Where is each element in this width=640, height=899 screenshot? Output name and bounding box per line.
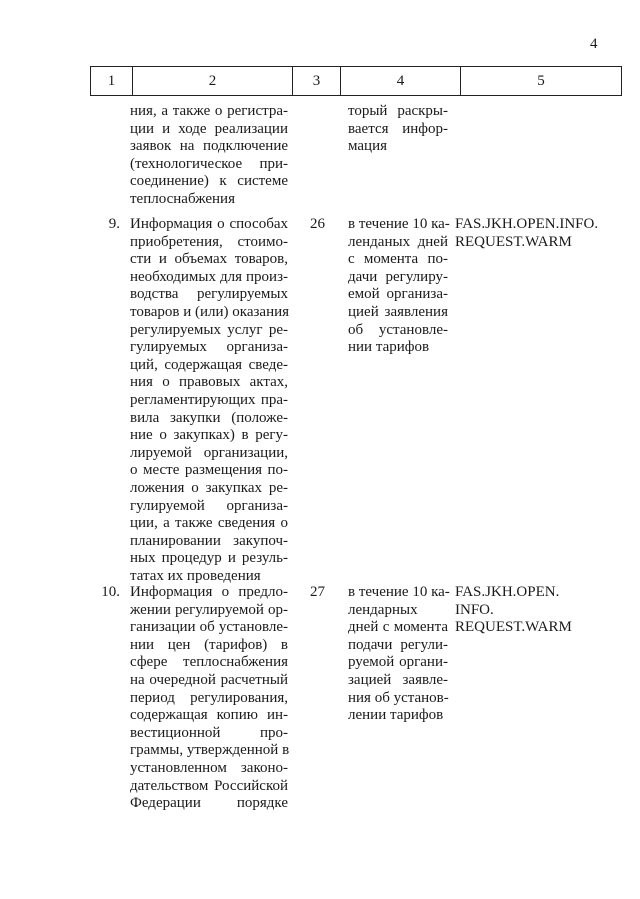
text-line: установленном законо- xyxy=(130,759,288,776)
text-line: сти и объемах товаров, xyxy=(130,251,288,268)
text-line: ния, а также о регистра- xyxy=(130,103,288,119)
text-line: руемой органи- xyxy=(348,654,448,671)
text-line: ций, содержащая сведе- xyxy=(130,356,288,373)
text-line: водства регулируемых xyxy=(130,286,288,303)
text-line: теплоснабжения xyxy=(130,190,235,207)
text-line: Информация о предло- xyxy=(130,584,288,600)
text-line: ных процедур и резуль- xyxy=(130,550,288,567)
text-line: лендарных xyxy=(348,601,418,618)
text-line: зацией заявле- xyxy=(348,671,448,688)
text-line: лируемой организации, xyxy=(130,444,288,461)
text-line: ложения о закупках ре- xyxy=(130,479,288,496)
text-line: FAS.JKH.OPEN. xyxy=(455,584,560,600)
text-line: емой организа- xyxy=(348,286,448,303)
text-line: торый раскры- xyxy=(348,103,448,119)
text-line: планировании закупоч- xyxy=(130,532,288,549)
text-line: регламентирующих пра- xyxy=(130,391,288,408)
text-line: жении регулируемой ор- xyxy=(130,601,288,618)
text-line: Информация о способах xyxy=(130,216,288,232)
header-col-2: 2 xyxy=(133,67,293,95)
text-line: цией заявления xyxy=(348,303,448,320)
text-line: регулируемых услуг ре- xyxy=(130,321,288,338)
text-line: (технологическое при- xyxy=(130,155,288,172)
text-line: лении тарифов xyxy=(348,707,444,724)
text-line: об установле- xyxy=(348,321,448,338)
text-line: ния о правовых актах, xyxy=(130,374,288,391)
text-line: товаров и (или) оказания xyxy=(130,303,290,320)
text-line: дачи регулиру- xyxy=(348,268,448,285)
text-line: соединение) к системе xyxy=(130,173,288,190)
text-line: дней с момента xyxy=(348,619,448,636)
text-line: с момента по- xyxy=(348,251,448,268)
text-line: ние о закупках) в регу- xyxy=(130,427,288,444)
text-line: содержащая копию ин- xyxy=(130,707,288,724)
text-line: заявок на подключение xyxy=(130,138,288,155)
row-9-description xyxy=(130,216,288,585)
row-9-number: 9. xyxy=(108,216,120,232)
row-9-form: 26 xyxy=(310,216,325,232)
row-10-code xyxy=(455,584,572,637)
text-line: ленданых дней xyxy=(348,233,448,250)
text-line: FAS.JKH.OPEN.INFO. xyxy=(455,216,599,232)
header-col-5: 5 xyxy=(537,72,545,89)
text-line: гулируемой организа- xyxy=(130,497,288,514)
continued-description xyxy=(130,103,288,209)
continued-deadline xyxy=(348,103,448,156)
row-10-form: 27 xyxy=(310,584,325,600)
text-line: приобретения, стоимо- xyxy=(130,233,288,250)
text-line: REQUEST.WARM xyxy=(455,233,572,250)
text-line: подачи регули- xyxy=(348,636,448,653)
text-line: вается инфор- xyxy=(348,120,448,137)
text-line: граммы, утвержденной в xyxy=(130,742,290,759)
row-9-deadline xyxy=(348,216,448,357)
text-line: на очередной расчетный xyxy=(130,671,288,688)
text-line: необходимых для произ- xyxy=(130,268,288,285)
page-number: 4 xyxy=(590,36,598,52)
text-line: период регулирования, xyxy=(130,689,288,706)
table-header-row xyxy=(90,66,622,96)
text-line: REQUEST.WARM xyxy=(455,619,572,636)
text-line: в течение 10 ка- xyxy=(348,584,450,600)
text-line: в течение 10 ка- xyxy=(348,216,450,232)
text-line: сфере теплоснабжения xyxy=(130,654,288,671)
header-col-1: 1 xyxy=(91,67,133,95)
text-line: дательством Российской xyxy=(130,777,288,794)
text-line: о месте размещения по- xyxy=(130,462,288,479)
text-line: нии тарифов xyxy=(348,339,430,356)
text-line: мация xyxy=(348,138,388,155)
row-10-number: 10. xyxy=(101,584,120,600)
text-line: вестиционной про- xyxy=(130,724,288,741)
text-line: Федерации порядке xyxy=(130,795,288,812)
row-10-description xyxy=(130,584,288,813)
text-line: ганизации об установле- xyxy=(130,619,288,636)
text-line: татах их проведения xyxy=(130,567,261,584)
row-9-code xyxy=(455,216,598,251)
text-line: вила закупки (положе- xyxy=(130,409,288,426)
text-line: ции, а также сведения о xyxy=(130,515,288,532)
header-col-4: 4 xyxy=(341,67,461,95)
row-10-deadline xyxy=(348,584,448,725)
text-line: ния об установ- xyxy=(348,689,449,706)
header-col-3: 3 xyxy=(293,67,341,95)
text-line: нии цен (тарифов) в xyxy=(130,636,288,653)
text-line: гулируемых организа- xyxy=(130,339,288,356)
text-line: ции и ходе реализации xyxy=(130,120,288,137)
text-line: INFO. xyxy=(455,601,494,618)
